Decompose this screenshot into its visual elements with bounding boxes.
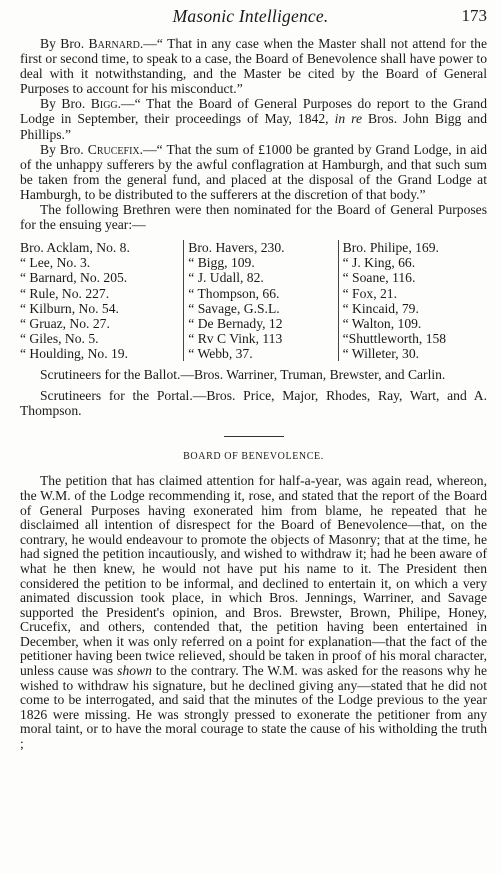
page-header: [0, 4, 501, 28]
nominee-entry: “ Thompson, 66.: [188, 285, 280, 301]
nominee-entry: Bro. Philipe, 169.: [342, 240, 439, 256]
nominee-column-2: [183, 240, 337, 361]
nominee-entry: Bro. Havers, 230.: [188, 240, 285, 256]
nominee-entry: Bro. Acklam, No. 8.: [20, 240, 130, 256]
motion-bigg: [20, 96, 487, 141]
section-title: BOARD OF BENEVOLENCE.: [183, 451, 324, 463]
benevolence-italic: shown: [117, 663, 152, 679]
nominee-column-3: [338, 240, 487, 361]
motion-lead: By Bro.: [40, 36, 89, 51]
motion-crucefix: [20, 142, 487, 202]
nominee-entry: “ Gruaz, No. 27.: [20, 315, 110, 331]
nominee-entry: “ Rule, No. 227.: [20, 285, 110, 301]
section-divider: [224, 436, 284, 437]
scrutineers-names: .—Bros. Price, Major, Rhodes, Ray, Wart, and A. Thompson.: [20, 388, 487, 419]
nominee-entry: “ Savage, G.S.L.: [188, 300, 280, 316]
motion-text: .—“ That the Board of General Purposes do report to the Grand Lodge in September, their proceedings of May, 1842,: [20, 96, 488, 127]
nominee-entry: “ Webb, 37.: [188, 345, 253, 361]
nominee-column-1: [20, 240, 183, 361]
nominee-entry: “ Soane, 116.: [342, 270, 416, 286]
nominee-entry: “ Houlding, No. 19.: [20, 345, 128, 361]
nominee-entry: “ Fox, 21.: [342, 285, 397, 301]
motion-lead: By Bro.: [40, 96, 91, 112]
nominee-entry: “ De Bernady, 12: [188, 315, 283, 331]
page-body: [20, 36, 487, 752]
nominee-entry: “ Rv C Vink, 113: [188, 330, 283, 346]
nominee-entry: “ Willeter, 30.: [342, 345, 420, 361]
scrutineers-portal: [20, 388, 487, 418]
nominee-entry: “ Barnard, No. 205.: [20, 270, 128, 286]
nominee-entry: “ Kilburn, No. 54.: [20, 300, 119, 316]
nominee-entry: “ Lee, No. 3.: [20, 255, 91, 271]
nomination-intro: The following Brethren were then nominated for the Board of General Purposes for the ensuing year:—: [20, 202, 487, 233]
nominee-entry: “ Walton, 109.: [342, 315, 422, 331]
mover-name: Crucefix: [87, 141, 140, 157]
running-title: Masonic Intelligence.: [172, 6, 329, 26]
scrutineers-label: Scrutineers for the Portal: [40, 388, 190, 404]
nominee-entry: “ J. Udall, 82.: [188, 270, 264, 286]
nominee-entry: “ J. King, 66.: [342, 255, 416, 271]
motion-italic: in re: [334, 111, 362, 127]
benevolence-text-end: to the contrary. The W.M. was asked for the reasons why he wished to withdraw his signature, but he declined giving any—stated that he did not come to be interrogated, and said that the minutes of the Lodge previous to the year 1826 were missing. He was strongly pressed to exonerate the petitioner from any moral taint, or to have the moral courage to state the cause of his witholding the truth ;: [20, 663, 487, 752]
benevolence-text: The petition that has claimed attention for half-a-year, was again read, whereon, the W.M. of the Lodge recommending it, rose, and stated that the report of the Board of General Purposes having exonerated him from blame, he repeated that he disclaimed all intention of disrespect for the Board of Benevolence—that, on the contrary, he would endeavour to promote the objects of Masonry; that at the time, he had signed the petition incautiously, and wished to withdraw it; had he been aware of what he then knew, he would not have put his name to it. The President then considered the petition to be informal, and declined to entertain it, on which a very animated discussion took place, in which Bros. Jennings, Warriner, and Savage supported the President's opinion, and Bros. Brewster, Brown, Philipe, Honey, Crucefix, and others, contended that, the petition having been entertained in December, when it was only referred on a point for explanation—that the fact of the petitioner having been twice relieved, should be taken in proof of his moral character, unless cause was: [20, 473, 487, 679]
scrutineers-ballot: [20, 367, 487, 382]
nominee-list: [20, 240, 487, 361]
motion-text: .—“ That in any case when the Master shall not attend for the first or second time, to speak to a case, the Board of Benevolence shall have power to deal with it notwithstanding, and the Master be cited by the Board of General Purposes to account for his misconduct.”: [20, 36, 487, 97]
benevolence-paragraph: [20, 474, 487, 751]
nominee-entry: “ Giles, No. 5.: [20, 330, 99, 346]
nominee-entry: “Shuttleworth, 158: [342, 330, 447, 346]
nominee-entry: “ Bigg, 109.: [188, 255, 255, 271]
motion-barnard: [20, 36, 487, 96]
mover-name: Bigg: [90, 96, 118, 112]
mover-name: Barnard: [88, 36, 140, 51]
motion-text: .—“ That the sum of £1000 be granted by Grand Lodge, in aid of the unhappy sufferers by the awful conflagration at Hamburgh, and that such sum be taken from the general fund, and placed at the disposal of the Grand Lodge at Hamburgh, to be distributed to the sufferers at the discretion of that body.”: [20, 141, 487, 202]
scrutineers-label: Scrutineers for the Ballot: [40, 366, 178, 382]
motion-text-end: Bros. John Bigg and Phillips.”: [20, 111, 487, 142]
motion-lead: By Bro.: [40, 141, 88, 157]
page-number: 173: [461, 6, 487, 25]
scrutineers-names: .—Bros. Warriner, Truman, Brewster, and Carlin.: [177, 366, 446, 382]
nominee-entry: “ Kincaid, 79.: [342, 300, 419, 316]
